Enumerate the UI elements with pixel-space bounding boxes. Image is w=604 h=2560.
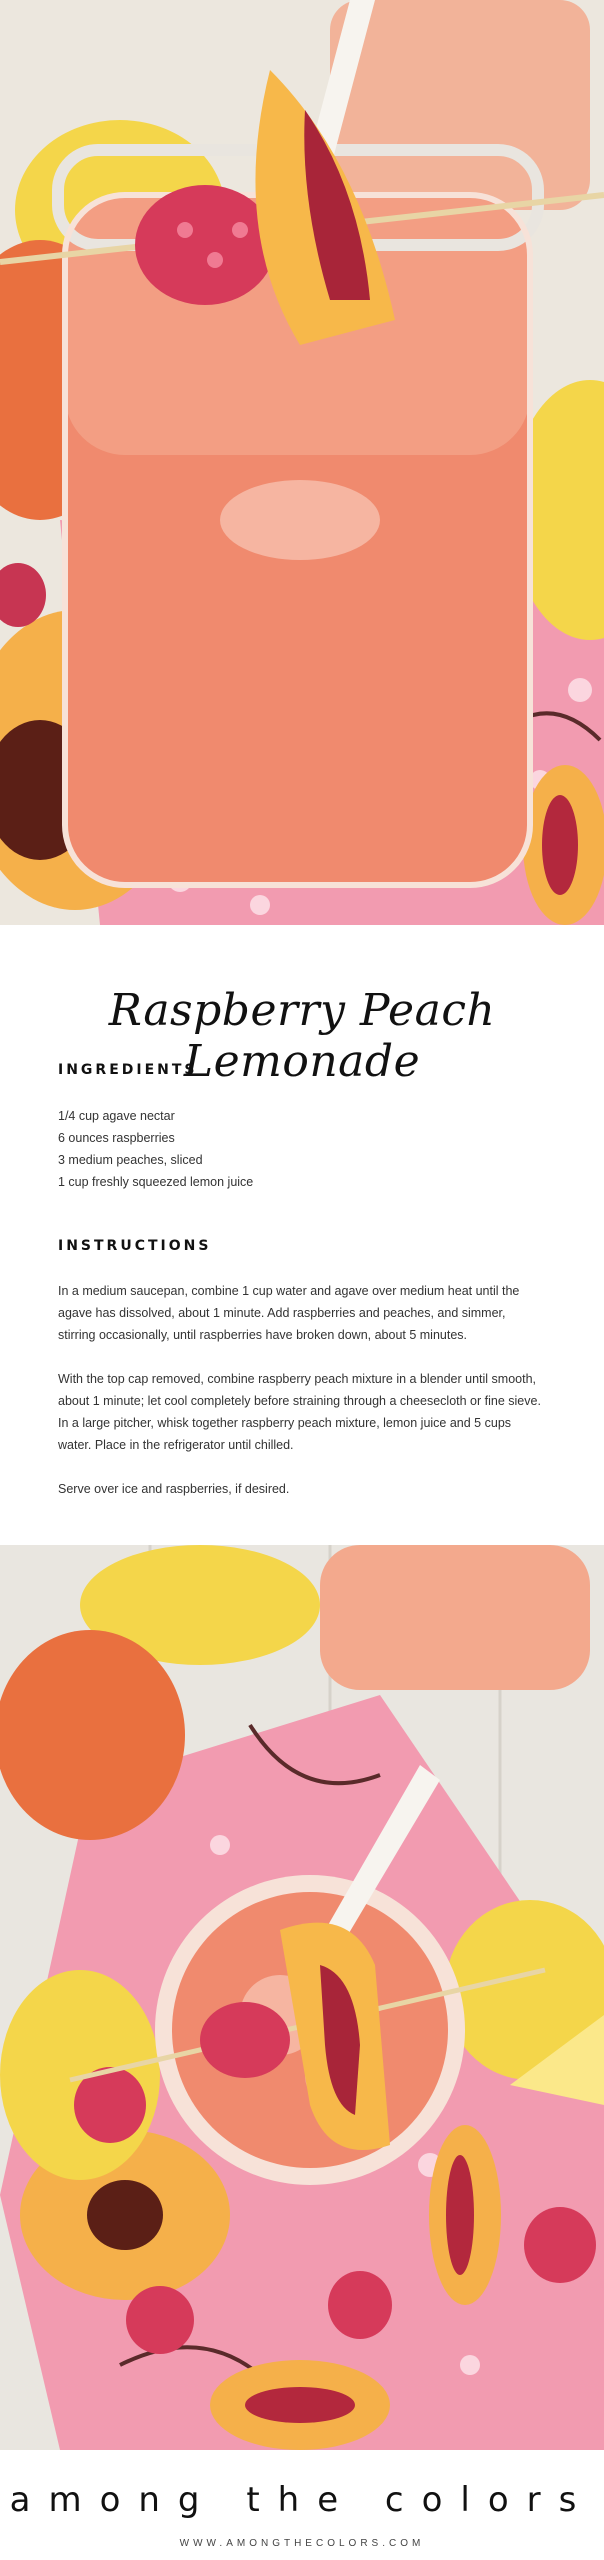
recipe-title: Raspberry Peach Lemonade xyxy=(108,985,496,1087)
peach xyxy=(0,1630,185,1840)
ingredient-item: 1 cup freshly squeezed lemon juice xyxy=(58,1175,254,1189)
instructions-list xyxy=(58,1280,546,1522)
ingredients-heading: INGREDIENTS xyxy=(58,1062,198,1078)
ingredient-item: 6 ounces raspberries xyxy=(58,1131,175,1145)
overhead-photo xyxy=(0,1545,604,2450)
instructions-heading: INSTRUCTIONS xyxy=(58,1238,212,1254)
raspberry xyxy=(200,2002,290,2078)
ingredient-item: 3 medium peaches, sliced xyxy=(58,1153,203,1167)
instruction-step: Serve over ice and raspberries, if desired. xyxy=(58,1482,290,1496)
site-footer xyxy=(0,2450,604,2560)
background-jar xyxy=(320,1545,590,1690)
recipe-card xyxy=(0,925,604,1545)
brand-logo: among the colors xyxy=(9,2480,595,2520)
ingredients-list xyxy=(58,1105,253,1193)
instruction-step: With the top cap removed, combine raspberry peach mixture in a blender until smooth, about 1 minute; let cool completely before straining through a cheesecloth or fine sieve. In a large pitcher, whisk together raspberry peach mixture, lemon juice and 5 cups water. Place in the refrigerator until chilled. xyxy=(58,1372,541,1452)
hero-photo xyxy=(0,0,604,925)
background-jar xyxy=(330,0,590,210)
ingredient-item: 1/4 cup agave nectar xyxy=(58,1109,175,1123)
website-link[interactable]: WWW.AMONGTHECOLORS.COM xyxy=(179,2538,425,2549)
instruction-step: In a medium saucepan, combine 1 cup water and agave over medium heat until the agave has dissolved, about 1 minute. Add raspberries and peaches, and simmer, stirring occasionally, until raspberries have broken down, about 5 minutes. xyxy=(58,1284,520,1342)
